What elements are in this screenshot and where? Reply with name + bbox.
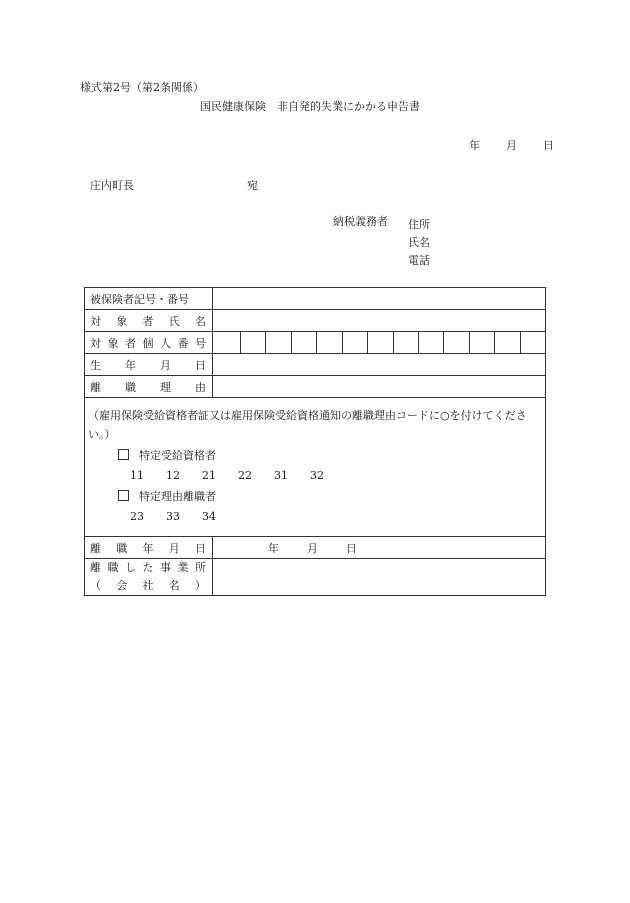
- digit-box[interactable]: [291, 332, 316, 353]
- digit-box[interactable]: [520, 332, 545, 353]
- addressee-name: 庄内町長: [90, 179, 134, 192]
- taxpayer-name-label: 氏名: [408, 236, 430, 249]
- label-char: 者: [125, 336, 136, 350]
- reason-codes: [130, 469, 542, 482]
- separation-date-label: [85, 537, 213, 559]
- taxpayer-phone-label: 電話: [408, 254, 430, 267]
- label-char: 人: [160, 336, 171, 350]
- personal-number-digits: [213, 332, 545, 353]
- subject-name-label: [85, 310, 213, 332]
- digit-box[interactable]: [213, 332, 240, 353]
- reason-codes: [130, 510, 542, 523]
- reason-code[interactable]: 32: [310, 468, 324, 482]
- subject-name-field[interactable]: [213, 310, 546, 332]
- label-char: 所: [195, 561, 206, 574]
- table-row: [85, 376, 546, 398]
- taxpayer-label: 納税義務者: [333, 215, 388, 228]
- reason-code[interactable]: 34: [202, 509, 216, 523]
- company-name-field[interactable]: [213, 559, 546, 596]
- label-char: 職: [125, 380, 136, 394]
- label-char: 職: [116, 541, 128, 555]
- date-month-label: 月: [506, 139, 517, 152]
- label-char: た: [142, 561, 154, 574]
- label-char: 名: [195, 314, 206, 328]
- reason-code[interactable]: 21: [202, 468, 216, 482]
- birth-date-label: [85, 354, 213, 376]
- label-char: 象: [116, 314, 128, 328]
- label-char: 者: [142, 314, 154, 328]
- addressee-suffix: 宛: [247, 179, 258, 192]
- label-char: 年: [142, 541, 154, 555]
- table-row: [85, 354, 546, 376]
- label-char: （: [90, 579, 101, 592]
- label-char: 対: [90, 314, 101, 328]
- reason-code[interactable]: 12: [166, 468, 180, 482]
- label-char: 象: [107, 336, 119, 350]
- insured-number-label: 被保険者記号・番号: [85, 288, 213, 310]
- digit-box[interactable]: [342, 332, 367, 353]
- form-number: 様式第2号（第2条関係）: [80, 81, 204, 94]
- digit-box[interactable]: [367, 332, 392, 353]
- insured-number-field[interactable]: [213, 288, 546, 310]
- label-char: 生: [90, 358, 101, 372]
- label-char: 個: [142, 336, 154, 350]
- reason-code[interactable]: 11: [130, 468, 144, 482]
- label-char: 日: [195, 541, 206, 555]
- category-specific-reason[interactable]: [118, 488, 542, 504]
- separation-reason-spacer: [213, 376, 546, 398]
- digit-box[interactable]: [240, 332, 265, 353]
- label-char: 名: [168, 579, 180, 592]
- application-table: [84, 287, 546, 596]
- birth-date-field[interactable]: [213, 354, 546, 376]
- label-char: 離: [90, 380, 101, 394]
- reason-code[interactable]: 31: [274, 468, 288, 482]
- date-unit: 日: [346, 541, 357, 555]
- category-specific-eligible[interactable]: [118, 447, 542, 463]
- table-row: [85, 537, 546, 559]
- label-char: 年: [125, 358, 136, 372]
- separation-reason-box: [85, 398, 546, 537]
- checkbox-icon[interactable]: [118, 490, 129, 501]
- label-char: 氏: [168, 314, 180, 328]
- label-char: 事: [160, 561, 171, 574]
- table-row: [85, 310, 546, 332]
- digit-box[interactable]: [393, 332, 418, 353]
- digit-box[interactable]: [316, 332, 341, 353]
- submission-date: [469, 140, 554, 151]
- label-char: 号: [195, 336, 206, 350]
- date-unit: 月: [307, 541, 318, 555]
- digit-box[interactable]: [265, 332, 290, 353]
- date-day-label: 日: [543, 139, 554, 152]
- label-char: 理: [160, 380, 171, 394]
- separation-date-field[interactable]: [213, 537, 546, 559]
- label-char: 月: [168, 541, 180, 555]
- company-label: [85, 559, 213, 596]
- taxpayer-fields: [408, 216, 430, 270]
- label-char: し: [125, 561, 136, 574]
- table-row: [85, 398, 546, 537]
- taxpayer-address-label: 住所: [408, 218, 430, 231]
- label-char: 対: [90, 336, 101, 350]
- label-char: 職: [107, 561, 119, 574]
- label-char: 番: [177, 336, 189, 350]
- label-char: 社: [142, 579, 154, 592]
- label-char: 離: [90, 561, 101, 574]
- digit-box[interactable]: [469, 332, 494, 353]
- label-char: 離: [90, 541, 101, 555]
- document-title: 国民健康保険 非自発的失業にかかる申告書: [200, 100, 420, 113]
- reason-code[interactable]: 23: [130, 509, 144, 523]
- subject-personal-number-label: [85, 332, 213, 354]
- digit-box[interactable]: [443, 332, 468, 353]
- separation-reason-label: [85, 376, 213, 398]
- reason-instruction: （雇用保険受給資格者証又は雇用保険受給資格通知の離職理由コードに○を付けてください。）: [88, 408, 527, 441]
- date-year-label: 年: [469, 139, 480, 152]
- checkbox-icon[interactable]: [118, 449, 129, 460]
- label-char: 由: [195, 380, 206, 394]
- label-char: ）: [195, 579, 206, 592]
- reason-code[interactable]: 33: [166, 509, 180, 523]
- category-label: 特定受給資格者: [139, 448, 216, 462]
- digit-box[interactable]: [494, 332, 519, 353]
- digit-box[interactable]: [418, 332, 443, 353]
- personal-number-field: [213, 332, 546, 354]
- reason-code[interactable]: 22: [238, 468, 252, 482]
- label-char: 日: [195, 358, 206, 372]
- label-char: 業: [177, 561, 189, 574]
- table-row: [85, 288, 546, 310]
- label-char: 月: [160, 358, 171, 372]
- label-char: 会: [116, 579, 128, 592]
- table-row: [85, 332, 546, 354]
- table-row: [85, 559, 546, 596]
- date-unit: 年: [268, 541, 279, 555]
- category-label: 特定理由離職者: [139, 489, 216, 503]
